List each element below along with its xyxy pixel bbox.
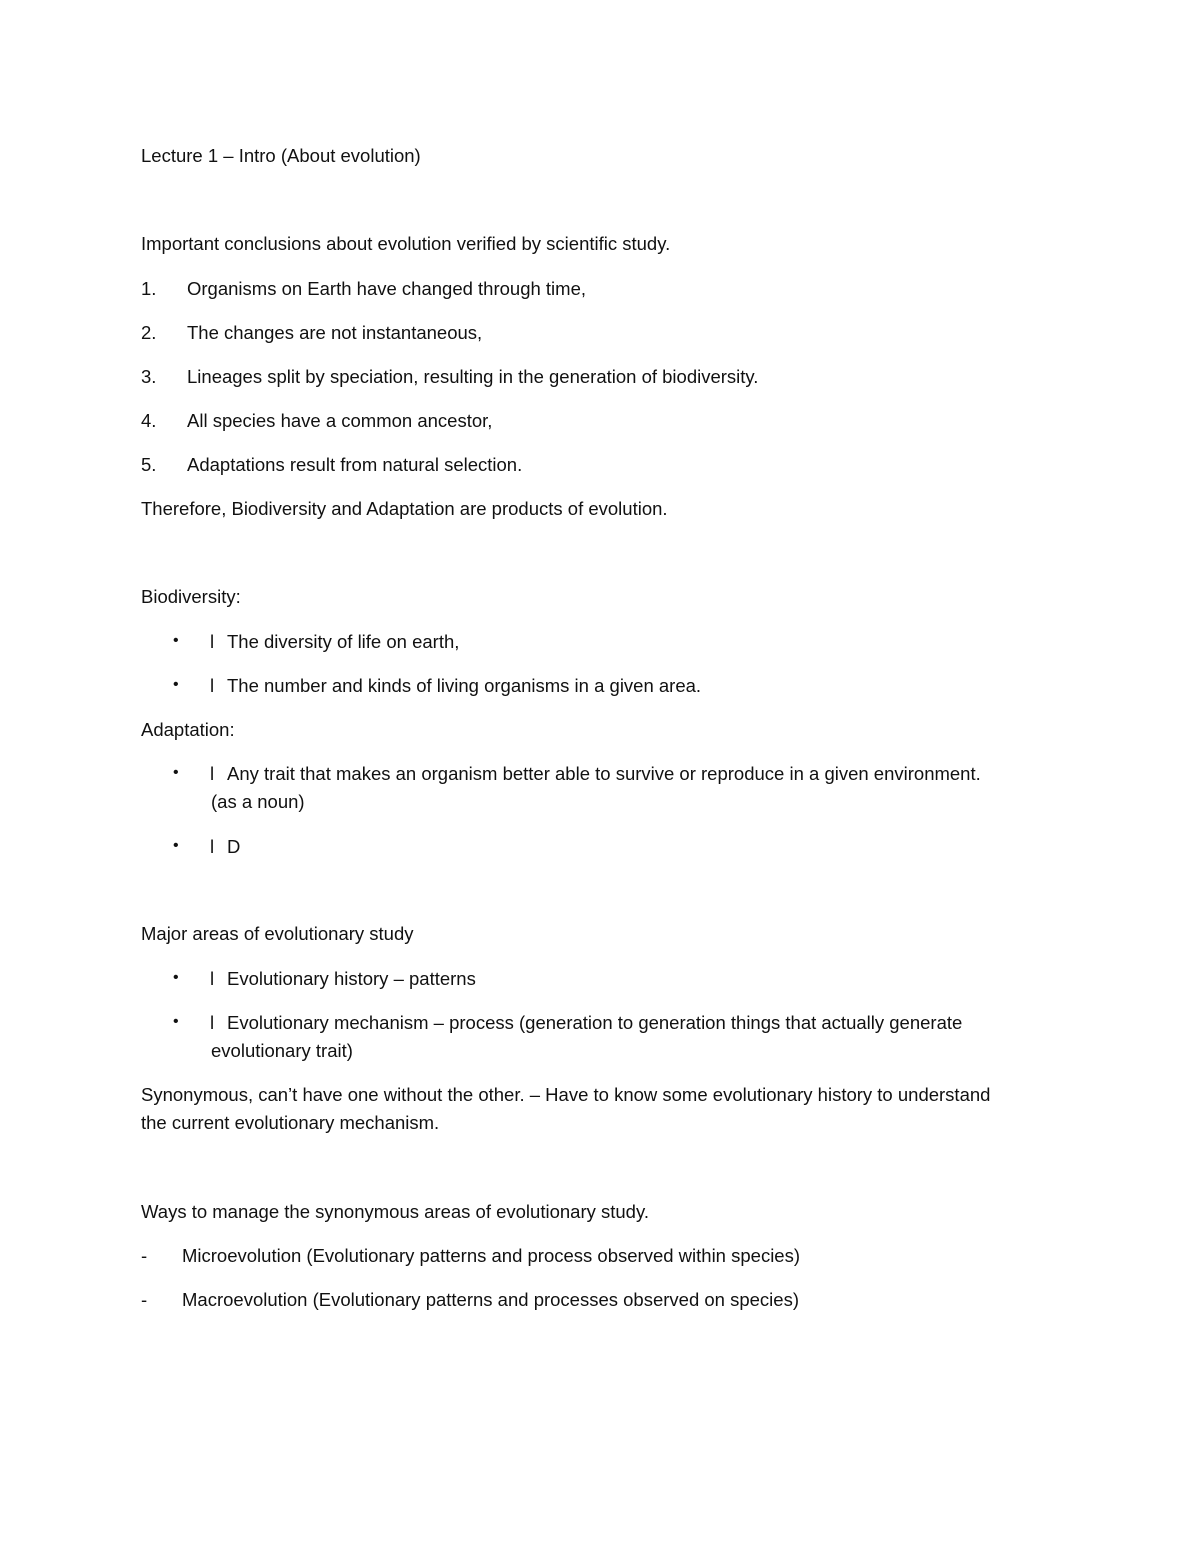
bullet-bar-glyph: l xyxy=(210,631,215,652)
bullet-bar-glyph: l xyxy=(210,675,215,696)
list-item-text: Organisms on Earth have changed through time, xyxy=(187,278,587,299)
ways-heading: Ways to manage the synonymous areas of evolutionary study. xyxy=(141,1201,649,1222)
list-item-text: All species have a common ancestor, xyxy=(187,410,493,431)
adaptation-heading: Adaptation: xyxy=(141,719,235,740)
dash-marker: - xyxy=(141,1289,148,1310)
list-item-text: Adaptations result from natural selection. xyxy=(187,454,523,475)
list-number: 1. xyxy=(141,278,157,299)
bullet-text: D xyxy=(227,836,241,857)
bullet-icon: • xyxy=(173,676,179,693)
conclusions-heading: Important conclusions about evolution verified by scientific study. xyxy=(141,233,671,254)
dash-item-text: Microevolution (Evolutionary patterns and process observed within species) xyxy=(182,1245,800,1266)
bullet-text: The diversity of life on earth, xyxy=(227,631,460,652)
bullet-text: The number and kinds of living organisms in a given area. xyxy=(227,675,702,696)
bullet-icon: • xyxy=(173,837,179,854)
bullet-icon: • xyxy=(173,1013,179,1030)
list-number: 4. xyxy=(141,410,157,431)
list-number: 2. xyxy=(141,322,157,343)
list-number: 5. xyxy=(141,454,157,475)
bullet-icon: • xyxy=(173,969,179,986)
major-areas-note: Synonymous, can’t have one without the other. – Have to know some evolutionary history to understand xyxy=(141,1084,991,1105)
list-number: 3. xyxy=(141,366,157,387)
conclusions-summary: Therefore, Biodiversity and Adaptation are products of evolution. xyxy=(141,498,668,519)
bullet-text: Evolutionary mechanism – process (generation to generation things that actually generate xyxy=(227,1012,963,1033)
major-areas-heading: Major areas of evolutionary study xyxy=(141,923,414,944)
bullet-text: Any trait that makes an organism better able to survive or reproduce in a given environment. xyxy=(227,763,981,784)
biodiversity-heading: Biodiversity: xyxy=(141,586,241,607)
list-item-text: The changes are not instantaneous, xyxy=(187,322,483,343)
bullet-text: Evolutionary history – patterns xyxy=(227,968,476,989)
bullet-bar-glyph: l xyxy=(210,1012,215,1033)
bullet-bar-glyph: l xyxy=(210,763,215,784)
major-areas-note-continuation: the current evolutionary mechanism. xyxy=(141,1112,440,1133)
bullet-bar-glyph: l xyxy=(210,968,215,989)
dash-item-text: Macroevolution (Evolutionary patterns and processes observed on species) xyxy=(182,1289,799,1310)
bullet-icon: • xyxy=(173,764,179,781)
list-item-text: Lineages split by speciation, resulting in the generation of biodiversity. xyxy=(187,366,759,387)
page-title: Lecture 1 – Intro (About evolution) xyxy=(141,145,421,166)
bullet-text-continuation: (as a noun) xyxy=(211,791,305,812)
bullet-text-continuation: evolutionary trait) xyxy=(211,1040,353,1061)
dash-marker: - xyxy=(141,1245,148,1266)
bullet-bar-glyph: l xyxy=(210,836,215,857)
bullet-icon: • xyxy=(173,632,179,649)
